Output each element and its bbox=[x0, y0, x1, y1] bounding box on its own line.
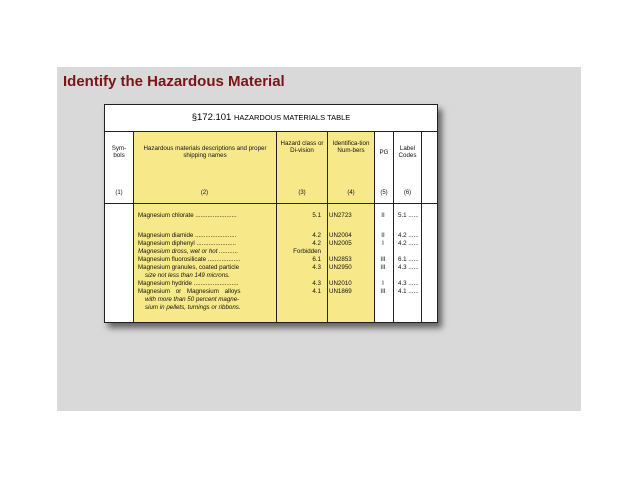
slide-title: Identify the Hazardous Material bbox=[63, 73, 285, 90]
row-description: Magnesium fluorosilicate ................... bbox=[138, 256, 241, 263]
row-packing-group: III bbox=[380, 288, 386, 295]
hazmat-table bbox=[105, 128, 437, 322]
row-hazard-class: 4.2 bbox=[312, 240, 321, 247]
column-divider bbox=[327, 131, 328, 322]
header-symbols: Sym-bols bbox=[111, 145, 127, 159]
row-packing-group: I bbox=[382, 280, 384, 287]
row-label-code: 5.1 ...... bbox=[398, 212, 419, 219]
row-label-code: 6.1 ...... bbox=[398, 256, 419, 263]
table-title-text: HAZARDOUS MATERIALS TABLE bbox=[233, 113, 351, 122]
header-label-codes: Label Codes bbox=[398, 145, 417, 159]
row-hazard-class: 4.3 bbox=[312, 280, 321, 287]
row-id-number: UN2005 bbox=[329, 240, 352, 247]
row-id-number: UN2853 bbox=[329, 256, 352, 263]
column-number: (3) bbox=[298, 190, 306, 196]
row-id-number: UN2010 bbox=[329, 280, 352, 287]
row-description-continuation: sium in pellets, turnings or ribbons. bbox=[145, 304, 241, 311]
row-hazard-class: 6.1 bbox=[312, 256, 321, 263]
header-bottom-rule bbox=[105, 203, 437, 204]
column-number: (1) bbox=[115, 190, 123, 196]
header-pg: PG bbox=[379, 149, 389, 156]
table-top-rule bbox=[105, 131, 437, 132]
column-divider bbox=[393, 131, 394, 322]
row-description-continuation: size not less than 149 microns. bbox=[145, 272, 230, 279]
table-section: §172.101 bbox=[191, 112, 232, 123]
header-id-numbers: Identifica-tion Num-bers bbox=[332, 140, 370, 154]
header-description: Hazardous materials descriptions and proper shipping names bbox=[143, 145, 267, 159]
row-packing-group: III bbox=[380, 256, 386, 263]
column-number: (5) bbox=[380, 190, 388, 196]
row-description: Magnesium granules, coated particle bbox=[138, 264, 240, 271]
row-label-code: 4.3 ...... bbox=[398, 280, 419, 287]
header-hazard-class: Hazard class or Di-vision bbox=[280, 140, 324, 154]
row-hazard-class: 5.1 bbox=[312, 212, 321, 219]
row-description: Magnesium hydride .......................... bbox=[138, 280, 239, 287]
row-description: Magnesium diamide ........................ bbox=[138, 232, 237, 239]
row-label-code: 4.2 ...... bbox=[398, 232, 419, 239]
column-number: (6) bbox=[403, 190, 412, 196]
row-description: Magnesium chlorate ........................ bbox=[138, 212, 237, 219]
row-packing-group: III bbox=[380, 264, 386, 271]
hazmat-table-excerpt bbox=[104, 104, 438, 323]
row-packing-group: II bbox=[381, 212, 385, 219]
table-title bbox=[105, 112, 437, 123]
column-divider bbox=[374, 131, 375, 322]
row-label-code: 4.1 ...... bbox=[398, 288, 419, 295]
row-description-continuation: with more than 50 percent magne- bbox=[145, 296, 240, 303]
row-hazard-class: 4.2 bbox=[312, 232, 321, 239]
row-hazard-class: 4.3 bbox=[312, 264, 321, 271]
row-label-code: 4.3 ...... bbox=[398, 264, 419, 271]
row-id-number: UN2004 bbox=[329, 232, 352, 239]
column-number: (2) bbox=[200, 190, 209, 196]
row-description: Magnesium or Magnesium alloys bbox=[138, 288, 241, 295]
column-divider bbox=[133, 131, 134, 322]
row-packing-group: I bbox=[382, 240, 384, 247]
slide bbox=[57, 67, 581, 411]
row-description: Magnesium dross, wet or hot ........... bbox=[138, 248, 239, 255]
column-number: (4) bbox=[347, 190, 355, 196]
row-hazard-class: Forbidden bbox=[293, 248, 321, 255]
row-packing-group: II bbox=[381, 232, 385, 239]
row-label-code: 4.2 ...... bbox=[398, 240, 419, 247]
row-id-number: UN2950 bbox=[329, 264, 352, 271]
row-hazard-class: 4.1 bbox=[312, 288, 321, 295]
row-id-number: UN1869 bbox=[329, 288, 352, 295]
row-id-number: UN2723 bbox=[329, 212, 352, 219]
row-description: Magnesium diphenyl ....................... bbox=[138, 240, 237, 247]
